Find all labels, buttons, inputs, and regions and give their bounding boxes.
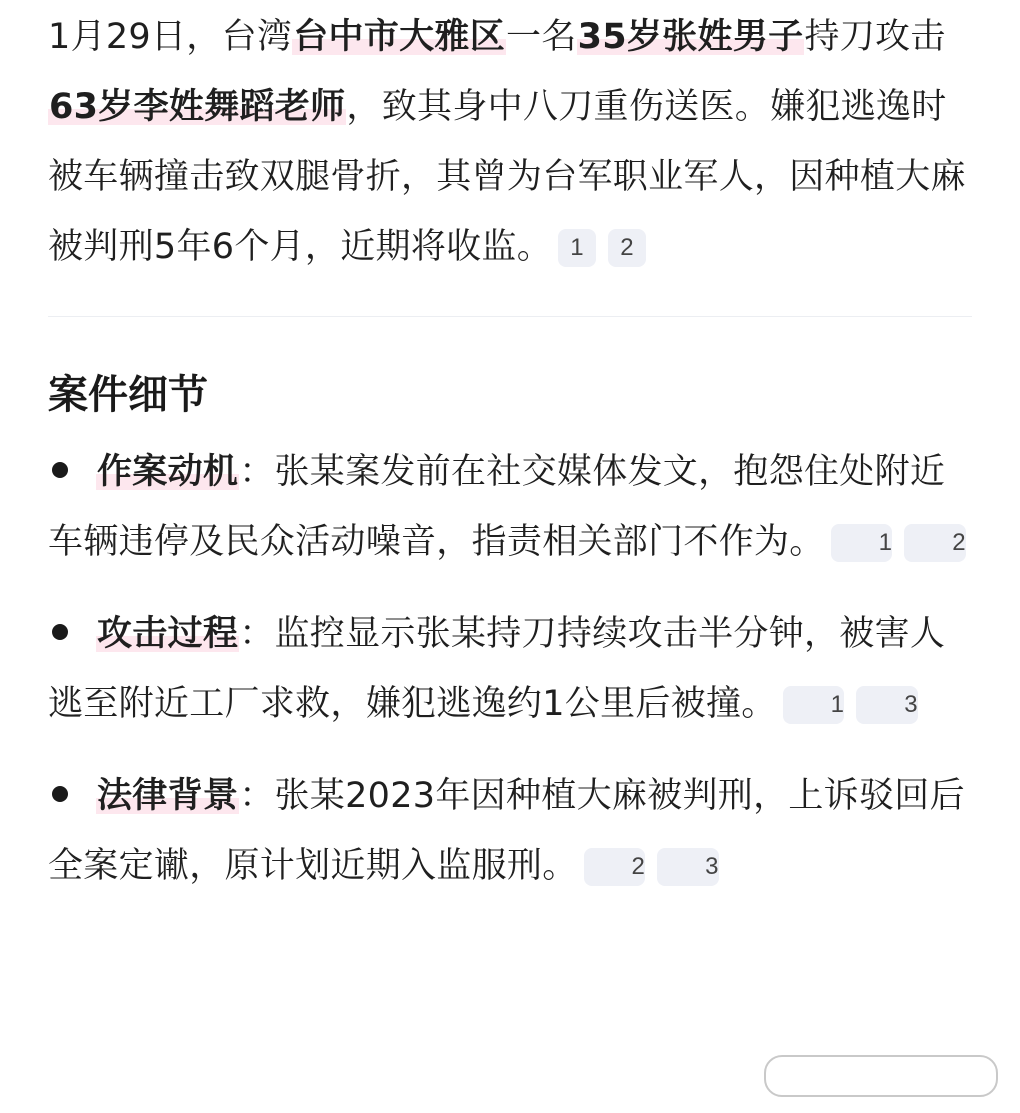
highlight-location: 台中市大雅区 <box>293 17 506 57</box>
bullet-icon <box>52 624 68 640</box>
citation-badge[interactable]: 2 <box>608 229 646 267</box>
citation-badge[interactable]: 1 <box>558 229 596 267</box>
list-item <box>48 759 972 901</box>
highlight-suspect: 35岁张姓男子 <box>577 17 804 57</box>
citation-badge[interactable]: 1 <box>831 524 893 562</box>
item-text: ：监控显示张某持刀持续攻击半分钟，被害人逃至附近工厂求救，嫌犯逃逸约1公里后被撞。 <box>48 614 946 724</box>
item-label: 作案动机 <box>97 452 239 492</box>
highlight-victim: 63岁李姓舞蹈老师 <box>49 87 346 127</box>
citation-badge[interactable]: 2 <box>904 524 966 562</box>
intro-text-3: 持刀攻击 <box>804 17 946 57</box>
bullet-icon <box>52 786 68 802</box>
item-label: 攻击过程 <box>97 614 239 654</box>
citation-badge[interactable]: 2 <box>584 848 646 886</box>
section-title: 案件细节 <box>48 372 208 418</box>
intro-text-1: 1月29日，台湾 <box>48 17 293 57</box>
citation-badge[interactable]: 3 <box>657 848 719 886</box>
citation-badge[interactable]: 1 <box>783 686 845 724</box>
intro-text-4: ，致其身中八刀重伤送医。嫌犯逃逸时被车辆撞击致双腿骨折，其曾为台军职业军人，因种植大麻被判刑5年6个月，近期将收监。 <box>48 87 966 267</box>
intro-paragraph <box>48 0 972 282</box>
list-item <box>48 597 972 739</box>
citation-badge[interactable]: 3 <box>856 686 918 724</box>
answer-content <box>48 0 972 921</box>
list-item <box>48 435 972 577</box>
intro-text-2: 一名 <box>506 17 577 57</box>
section-divider <box>48 316 972 317</box>
details-list <box>48 435 972 901</box>
bullet-icon <box>52 462 68 478</box>
item-text: ：张某2023年因种植大麻被判刑，上诉驳回后全案定谳，原计划近期入监服刑。 <box>48 776 965 886</box>
item-label: 法律背景 <box>97 776 239 816</box>
watermark-overlay <box>764 1055 998 1097</box>
item-text: ：张某案发前在社交媒体发文，抱怨住处附近车辆违停及民众活动噪音，指责相关部门不作为。 <box>48 452 946 562</box>
